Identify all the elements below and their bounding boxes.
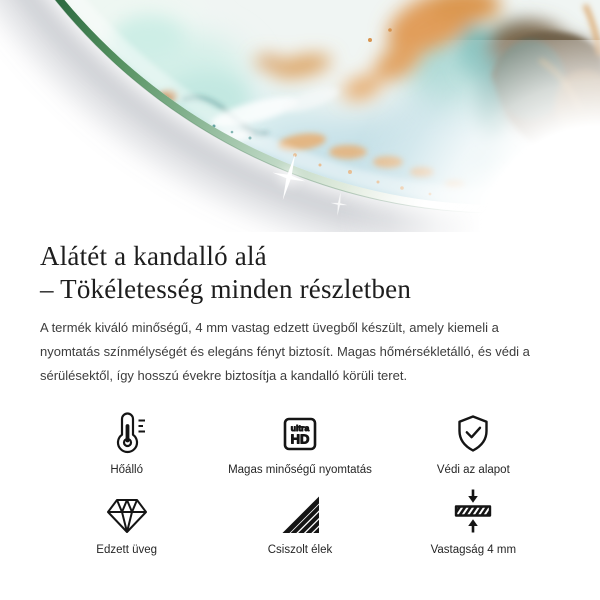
ultra-hd-badge-top: ultra (290, 423, 310, 433)
title-line-1: Alátét a kandalló alá (40, 241, 267, 271)
feature-label: Edzett üveg (96, 544, 158, 556)
ultra-hd-badge-bottom: HD (290, 431, 310, 447)
product-description: A termék kiváló minőségű, 4 mm vastag edzett üvegből készült, amely kiemeli a nyomtatás színmélységét és elegáns fényt biztosít. Magas hőmérsékletálló, és védi a sérülésektől, így hosszú évekre biztosítja a kandalló körüli teret. (40, 320, 530, 383)
feature-label: Védi az alapot (436, 464, 510, 476)
features-grid (40, 408, 560, 568)
polished-edges-icon (278, 492, 322, 536)
title-line-2: – Tökéletesség minden részletben (40, 274, 412, 304)
hearth-pad-image (0, 0, 600, 232)
thermometer-icon (105, 412, 149, 456)
ultra-hd-icon (278, 412, 322, 456)
feature-label: Csiszolt élek (267, 544, 333, 556)
feature-polished-edges (213, 488, 386, 568)
feature-label: Vastagság 4 mm (430, 544, 517, 556)
thickness-icon (451, 486, 495, 536)
shield-check-icon (451, 412, 495, 456)
feature-ultra-hd-print (213, 408, 386, 488)
feature-label: Hőálló (110, 464, 143, 476)
highlight-fade (300, 40, 600, 232)
feature-base-protection (387, 408, 560, 488)
feature-tempered-glass (40, 488, 213, 568)
feature-thickness (387, 488, 560, 568)
feature-heat-resistant (40, 408, 213, 488)
feature-label: Magas minőségű nyomtatás (228, 464, 372, 476)
product-info-section (0, 240, 600, 568)
diamond-icon (104, 494, 150, 536)
page-title (40, 240, 560, 306)
product-photo[interactable] (0, 0, 600, 232)
